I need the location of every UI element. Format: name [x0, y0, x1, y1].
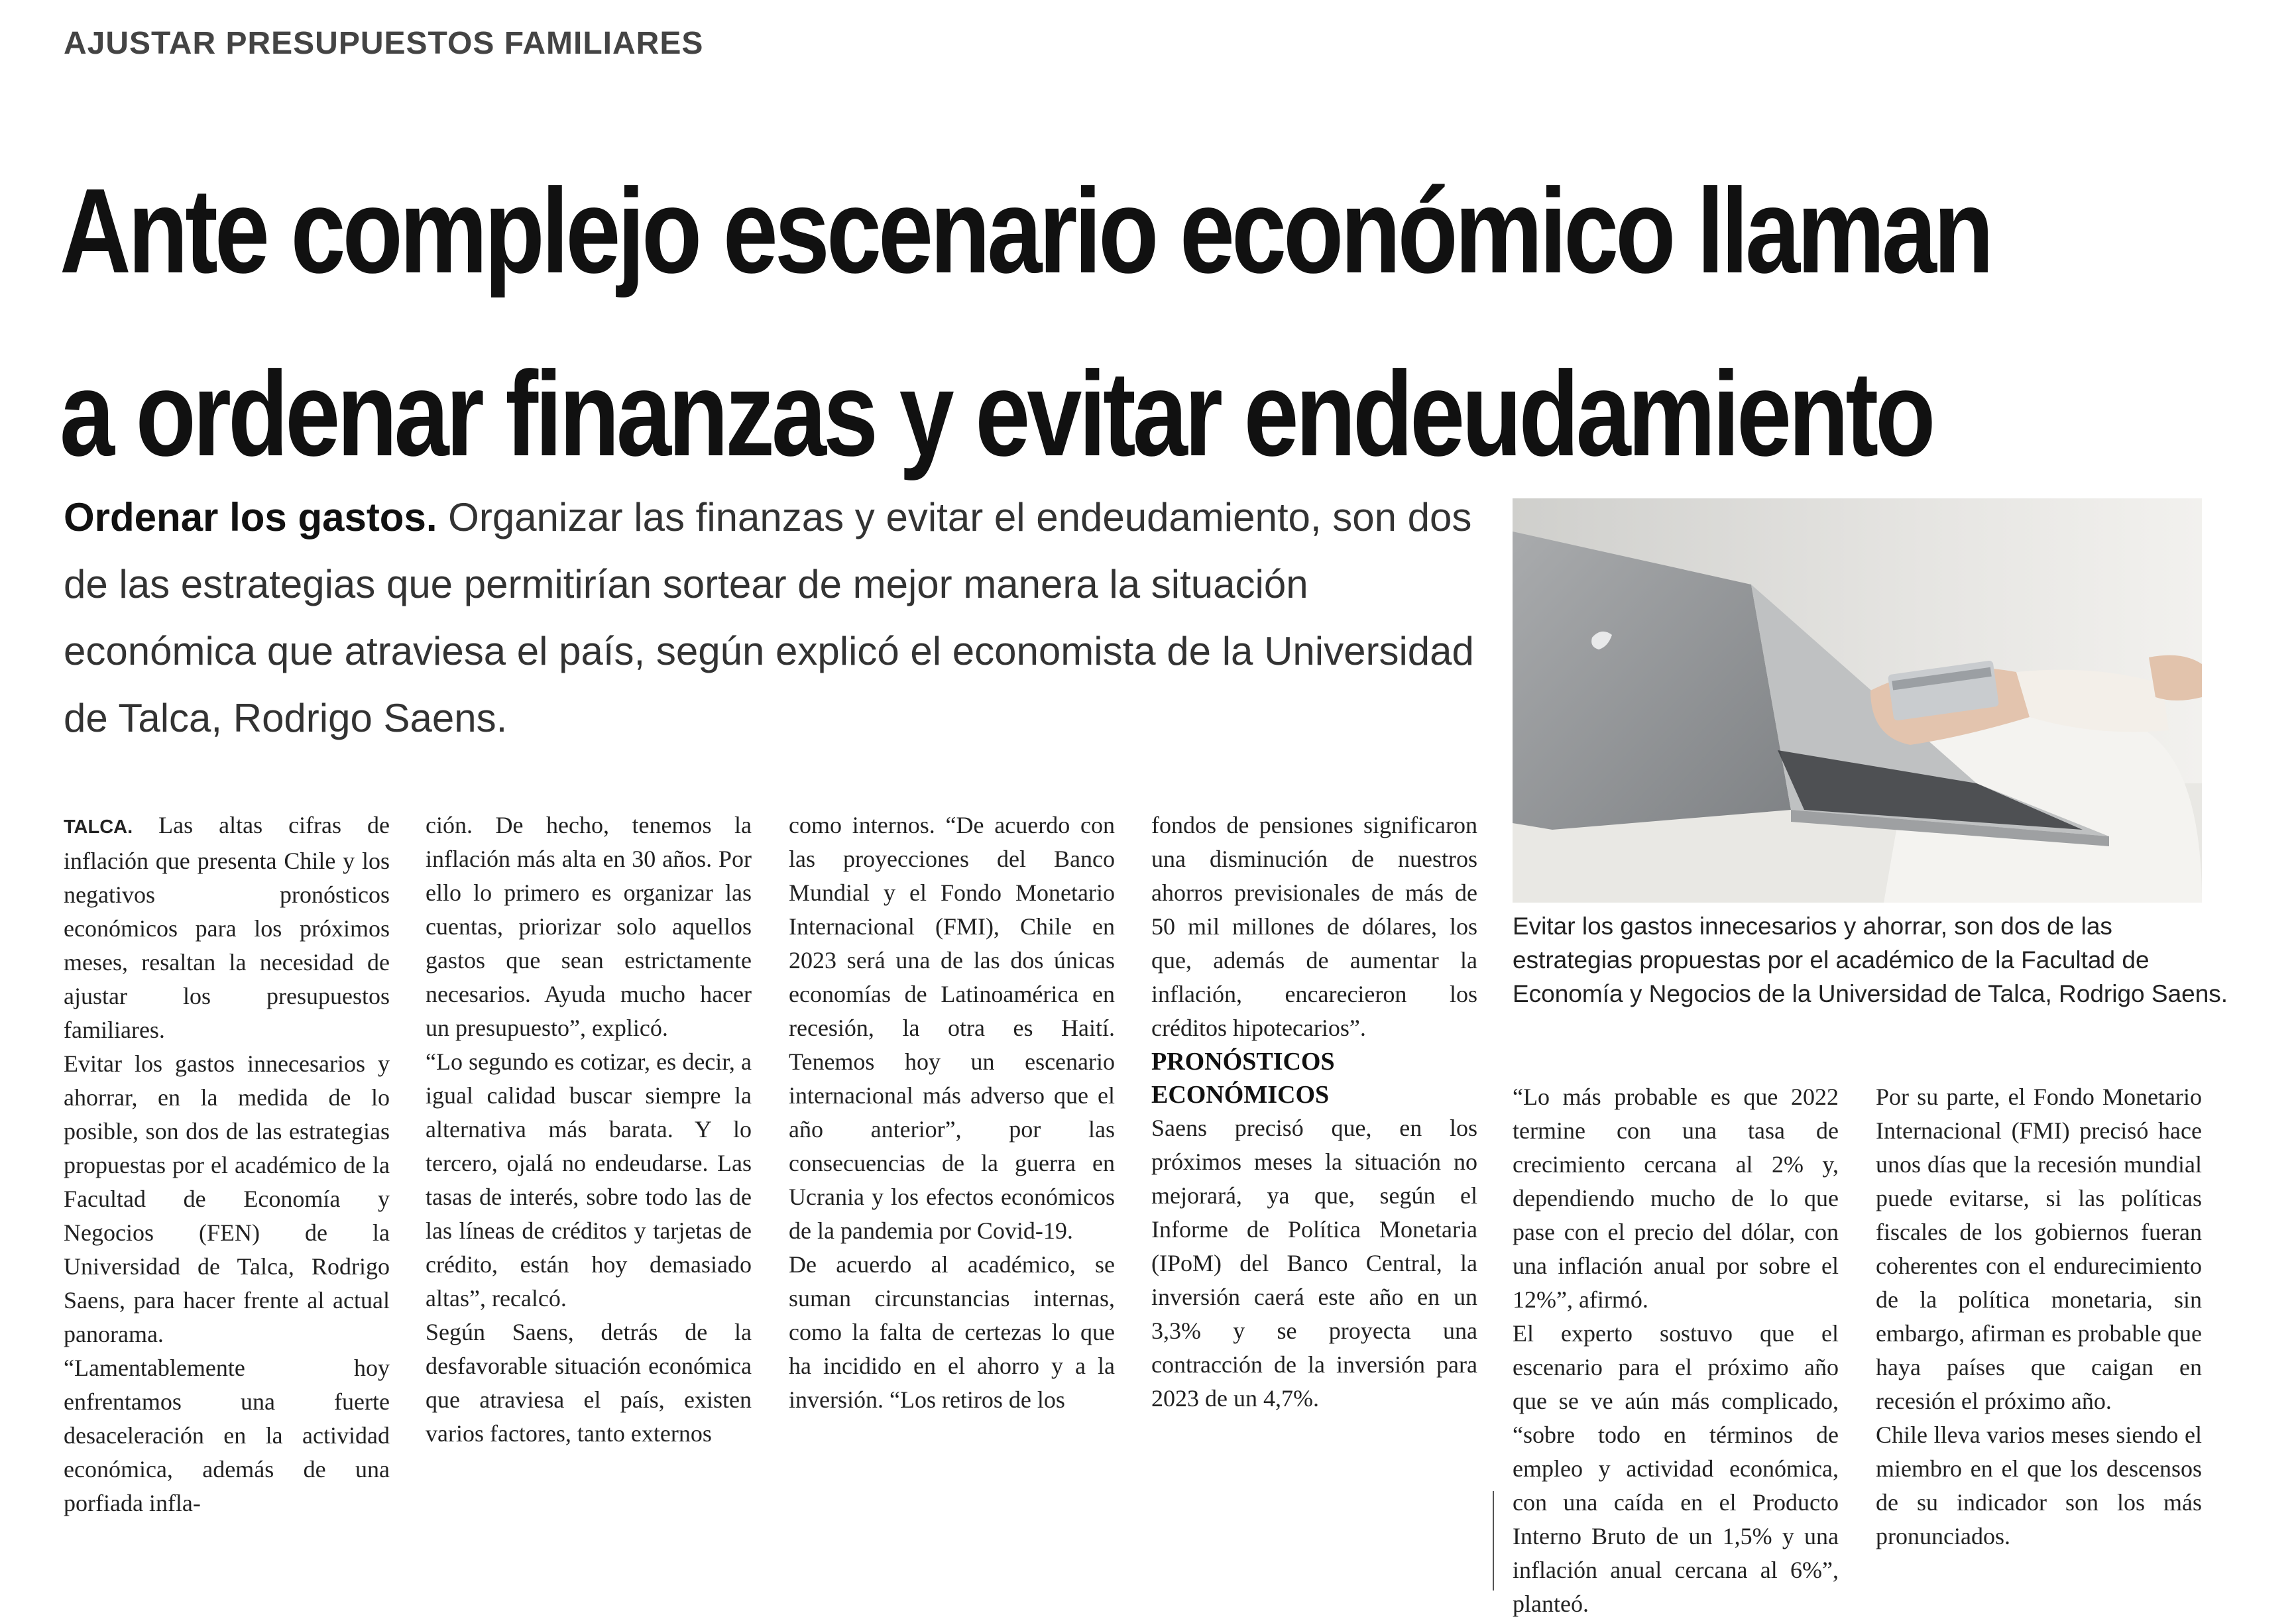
headline-line-2: a ordenar finanzas y evitar endeudamiento [60, 346, 1933, 481]
laptop-credit-card-image [1513, 498, 2202, 903]
body-text: Las altas cifras de inflación que presenta Chile y los negativos pronósticos económicos para los próximos meses, resaltan la necesidad de ajustar los presupuestos familiares. [64, 812, 390, 1043]
body-paragraph: Por su parte, el Fondo Monetario Internacional (FMI) precisó hace unos días que la recesión mundial puede evitarse, si las políticas fiscales de los gobiernos fueran coherentes con el endurecimiento de la política monetaria, sin embargo, afirman es probable que haya países que caigan en recesión el próximo año. [1876, 1084, 2202, 1414]
body-paragraph: “Lo más probable es que 2022 termine con una tasa de crecimiento cercana al 2% y, dependiendo mucho de lo que pase con el precio del dólar, con una inflación anual por sobre el 12%”, afirmó. [1513, 1084, 1839, 1313]
column-rule [1493, 1491, 1494, 1591]
body-column-1 [64, 809, 390, 1520]
body-paragraph: como internos. “De acuerdo con las proyecciones del Banco Mundial y el Fondo Monetario Internacional (FMI), Chile en 2023 será una de las dos únicas economías de Latinoamérica en recesión, la otra es Haití. Tenemos hoy un escenario internacional más adverso que el año anterior”, por las consecuencias de la guerra en Ucrania y los efectos económicos de la pandemia por Covid-19. [789, 812, 1115, 1244]
body-paragraph: fondos de pensiones significaron una disminución de nuestros ahorros previsionales de más de 50 mil millones de dólares, los que, además de aumentar la inflación, encarecieron los créditos hipotecarios”. [1151, 812, 1477, 1041]
body-paragraph: El experto sostuvo que el escenario para el próximo año que se ve aún más complicado, “sobre todo en términos de empleo y actividad económica, con una caída en el Producto Interno Bruto de un 1,5% y una inflación anual cercana al 6%”, planteó. [1513, 1320, 1839, 1617]
body-paragraph: Según Saens, detrás de la desfavorable situación económica que atraviesa el país, existen varios factores, tanto externos [426, 1319, 752, 1447]
body-paragraph: Chile lleva varios meses siendo el miembro en el que los descensos de su indicador son los más pronunciados. [1876, 1422, 2202, 1549]
photo-caption: Evitar los gastos innecesarios y ahorrar, son dos de las estrategias propuestas por el académico de la Facultad de Economía y Negocios de la Universidad de Talca, Rodrigo Saens. [1513, 913, 2228, 1007]
body-column-6 [1876, 1080, 2202, 1553]
article-photo [1513, 498, 2202, 903]
body-paragraph [64, 809, 390, 1047]
lead-paragraph [64, 484, 1495, 752]
body-column-4 [1151, 809, 1477, 1416]
body-paragraph: Evitar los gastos innecesarios y ahorrar, en la medida de lo posible, son dos de las estrategias propuestas por el académico de la Facultad de Economía y Negocios (FEN) de la Universidad de Talca, Rodrigo Saens, para hacer frente al actual panorama. [64, 1050, 390, 1347]
body-column-3 [789, 809, 1115, 1417]
body-column-5 [1513, 1080, 1839, 1621]
body-paragraph: Saens precisó que, en los próximos meses la situación no mejorará, ya que, según el Informe de Política Monetaria (IPoM) del Banco Central, la inversión caerá este año en un 3,3% y se proyecta una contracción de la inversión para 2023 de un 4,7%. [1151, 1115, 1477, 1412]
headline [60, 139, 2247, 505]
body-paragraph: De acuerdo al académico, se suman circunstancias internas, como la falta de certezas lo que ha incidido en el ahorro y a la inversión. “Los retiros de los [789, 1251, 1115, 1413]
dateline: TALCA. [64, 816, 133, 838]
section-kicker: AJUSTAR PRESUPUESTOS FAMILIARES [64, 26, 704, 61]
lead-strong: Ordenar los gastos. [64, 495, 437, 539]
body-paragraph: ción. De hecho, tenemos la inflación más alta en 30 años. Por ello lo primero es organizar las cuentas, priorizar solo aquellos gastos que sean estrictamente necesarios. Ayuda mucho hacer un presupuesto”, explicó. [426, 812, 752, 1041]
subhead: PRONÓSTICOS ECONÓMICOS [1151, 1048, 1335, 1109]
body-column-2 [426, 809, 752, 1451]
body-paragraph: “Lo segundo es cotizar, es decir, a igual calidad buscar siempre la alternativa más barata. Y lo tercero, ojalá no endeudarse. Las tasas de interés, sobre todo las de las líneas de créditos y tarjetas de crédito, están hoy demasiado altas”, recalcó. [426, 1048, 752, 1312]
headline-line-1: Ante complejo escenario económico llaman [60, 163, 1991, 298]
lead-text: Organizar las finanzas y evitar el endeudamiento, son dos de las estrategias que permitirían sortear de mejor manera la situación económica que atraviesa el país, según explicó el economista de la Universidad de Talca, Rodrigo Saens. [64, 495, 1474, 740]
body-paragraph: “Lamentablemente hoy enfrentamos una fuerte desaceleración en la actividad económica, además de una porfiada infla- [64, 1355, 390, 1516]
